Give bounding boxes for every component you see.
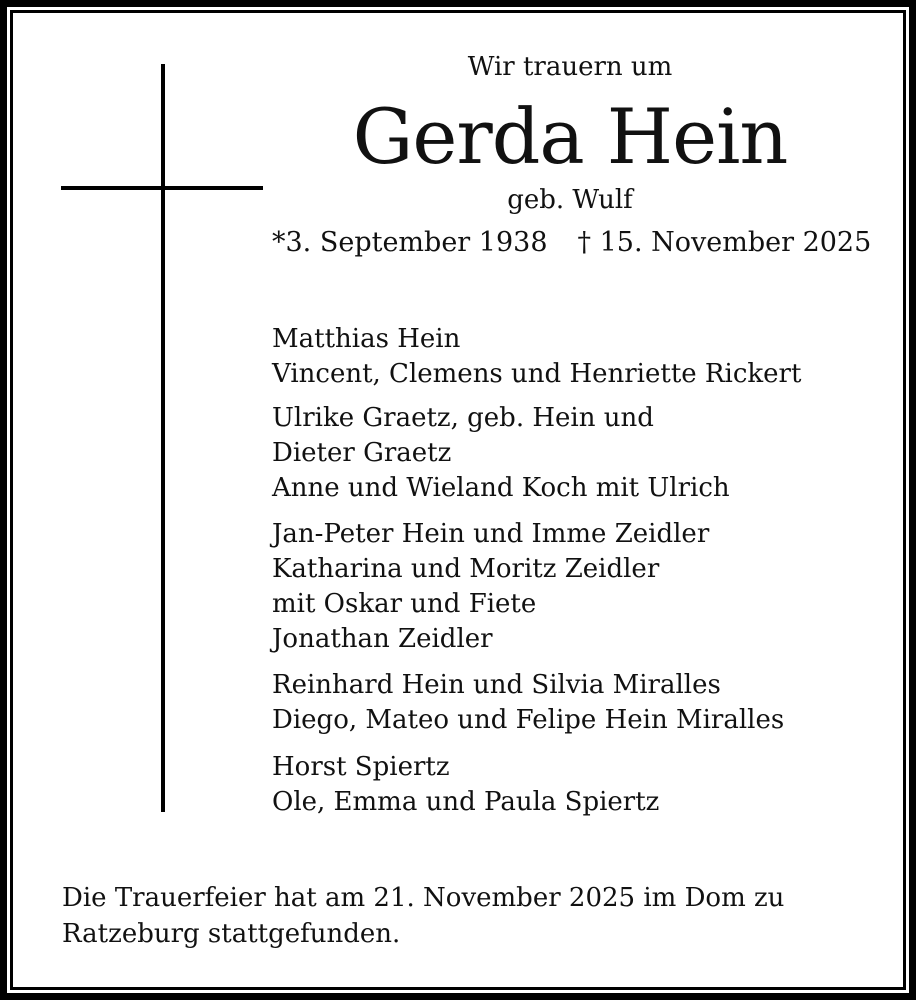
intro-text: Wir trauern um	[467, 52, 673, 82]
mourner-line: Ulrike Graetz, geb. Hein und	[272, 403, 654, 433]
mourner-group	[272, 750, 659, 820]
funeral-note-line: Ratzeburg stattgefunden.	[62, 919, 401, 949]
mourner-line: Dieter Graetz	[272, 438, 452, 468]
funeral-note	[62, 880, 784, 952]
mourner-group	[272, 401, 730, 506]
mourner-group	[272, 322, 801, 392]
mourner-line: Jonathan Zeidler	[272, 624, 493, 654]
deceased-name: Gerda Hein	[352, 92, 788, 181]
mourner-line: Matthias Hein	[272, 324, 461, 354]
mourner-line: Anne und Wieland Koch mit Ulrich	[272, 473, 730, 503]
mourner-line: Jan-Peter Hein und Imme Zeidler	[272, 519, 710, 549]
mourner-line: Horst Spiertz	[272, 752, 450, 782]
mourner-line: Vincent, Clemens und Henriette Rickert	[272, 359, 802, 389]
cross-horizontal-bar	[61, 186, 263, 190]
maiden-name: geb. Wulf	[507, 185, 633, 215]
funeral-note-line: Die Trauerfeier hat am 21. November 2025 im Dom zu	[62, 883, 785, 913]
mourner-group	[272, 668, 784, 738]
mourner-group	[272, 517, 709, 657]
mourner-line: Diego, Mateo und Felipe Hein Miralles	[272, 705, 785, 735]
mourner-line: Ole, Emma und Paula Spiertz	[272, 787, 660, 817]
cross-vertical-bar	[161, 64, 165, 812]
mourner-line: Reinhard Hein und Silvia Miralles	[272, 670, 721, 700]
life-dates	[272, 227, 872, 258]
mourner-line: mit Oskar und Fiete	[272, 589, 537, 619]
mourner-line: Katharina und Moritz Zeidler	[272, 554, 660, 584]
death-date: † 15. November 2025	[577, 227, 872, 258]
birth-date: *3. September 1938	[272, 227, 548, 258]
